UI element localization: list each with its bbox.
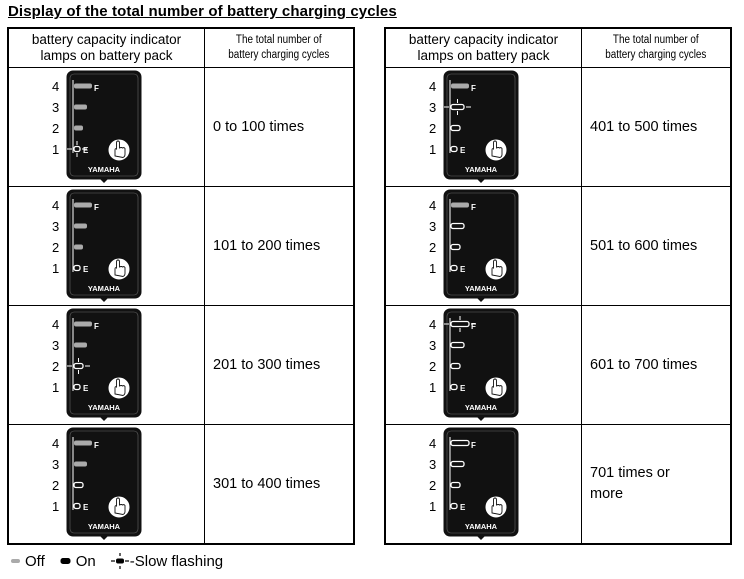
indicator-button-icon	[485, 496, 507, 518]
cycles-value: 701 times or more	[590, 465, 670, 502]
level-number-2: 2	[51, 359, 59, 374]
header-lamps-line2: lamps on battery pack	[40, 48, 173, 63]
panel-tab	[100, 298, 108, 302]
brand-label: YAMAHA	[464, 403, 497, 412]
cycles-cell	[582, 68, 732, 187]
level-number-2: 2	[51, 240, 59, 255]
lamp-level-4-off	[451, 203, 469, 208]
lamp-level-3-on	[451, 224, 464, 229]
level-number-3: 3	[428, 100, 436, 115]
panel-tab	[477, 298, 485, 302]
brand-label: YAMAHA	[87, 522, 120, 531]
level-number-2: 2	[428, 359, 436, 374]
lamp-level-3-on	[451, 462, 464, 467]
panel-tab	[477, 179, 485, 183]
level-number-4: 4	[51, 436, 59, 451]
header-lamps-line2: lamps on battery pack	[417, 48, 550, 63]
brand-label: YAMAHA	[87, 284, 120, 293]
table-row	[385, 306, 731, 425]
empty-label: E	[82, 503, 88, 512]
lamp-level-2-on	[451, 126, 460, 131]
brand-label: YAMAHA	[464, 284, 497, 293]
brand-label: YAMAHA	[464, 165, 497, 174]
lamp-off-icon	[10, 556, 22, 566]
header-cycles-line2: battery charging cycles	[228, 49, 330, 61]
level-number-2: 2	[51, 121, 59, 136]
level-number-3: 3	[51, 457, 59, 472]
indicator-button-icon	[108, 496, 130, 518]
header-cycles-line1: The total number of	[236, 34, 322, 46]
indicator-button-icon	[485, 377, 507, 399]
battery-indicator-panel	[429, 427, 539, 541]
header-lamps-line1: battery capacity indicator	[31, 32, 182, 47]
level-number-3: 3	[51, 219, 59, 234]
lamp-level-3-off	[74, 462, 87, 467]
lamp-level-2-on	[74, 483, 83, 488]
lamp-level-1-on	[451, 385, 457, 390]
indicator-button-icon	[108, 377, 130, 399]
level-number-1: 1	[428, 380, 436, 395]
table-header	[8, 28, 354, 68]
brand-label: YAMAHA	[87, 165, 120, 174]
level-number-1: 1	[51, 142, 59, 157]
level-number-2: 2	[428, 478, 436, 493]
panel-tab	[477, 417, 485, 421]
battery-indicator-panel	[429, 70, 539, 184]
header-lamps-line1: battery capacity indicator	[408, 32, 559, 47]
indicator-button-icon	[108, 258, 130, 280]
table-header	[385, 28, 731, 68]
cycles-table-right	[384, 27, 732, 545]
lamp-level-1-on	[74, 385, 80, 390]
full-label: F	[93, 441, 99, 450]
full-label: F	[93, 322, 99, 331]
legend-on-label: On	[75, 552, 96, 570]
lamp-cell	[385, 425, 582, 545]
legend-off-label: Off	[25, 552, 45, 570]
empty-label: E	[459, 146, 465, 155]
table-row	[385, 425, 731, 545]
header-cycles	[205, 28, 355, 68]
lamp-level-2-off	[74, 245, 83, 250]
lamp-level-1-on	[451, 147, 457, 152]
lamp-level-3-off	[74, 343, 87, 348]
legend	[10, 552, 237, 570]
legend-off	[10, 553, 45, 570]
level-number-1: 1	[51, 261, 59, 276]
level-number-4: 4	[51, 79, 59, 94]
cycles-value: 601 to 700 times	[590, 356, 698, 373]
header-lamps	[8, 28, 205, 68]
battery-indicator-panel	[52, 189, 162, 303]
empty-label: E	[82, 384, 88, 393]
level-number-4: 4	[51, 198, 59, 213]
cycles-cell	[582, 187, 732, 306]
table-row	[8, 425, 354, 545]
lamp-level-4-off	[74, 322, 92, 327]
cycles-cell	[205, 306, 355, 425]
full-label: F	[93, 203, 99, 212]
header-lamps	[385, 28, 582, 68]
level-number-4: 4	[428, 198, 436, 213]
empty-label: E	[459, 265, 465, 274]
level-number-1: 1	[51, 499, 59, 514]
table-row	[8, 68, 354, 187]
cycles-value: 201 to 300 times	[213, 356, 321, 373]
level-number-4: 4	[428, 436, 436, 451]
level-number-1: 1	[428, 261, 436, 276]
lamp-level-3-off	[74, 105, 87, 110]
header-cycles-line1: The total number of	[613, 34, 699, 46]
empty-label: E	[82, 146, 88, 155]
lamp-cell	[8, 306, 205, 425]
level-number-1: 1	[428, 142, 436, 157]
cycles-value: 501 to 600 times	[590, 237, 698, 254]
cycles-value: 301 to 400 times	[213, 475, 321, 492]
level-number-3: 3	[428, 457, 436, 472]
indicator-button-icon	[485, 258, 507, 280]
cycles-cell	[582, 306, 732, 425]
level-number-3: 3	[51, 338, 59, 353]
indicator-button-icon	[485, 139, 507, 161]
full-label: F	[93, 84, 99, 93]
lamp-level-2-off	[74, 126, 83, 131]
level-number-2: 2	[428, 240, 436, 255]
cycles-cell	[205, 68, 355, 187]
battery-indicator-panel	[429, 308, 539, 422]
lamp-level-4-off	[74, 84, 92, 89]
panel-tab	[100, 179, 108, 183]
battery-indicator-panel	[52, 70, 162, 184]
lamp-level-1-on	[451, 266, 457, 271]
header-cycles-line2: battery charging cycles	[605, 49, 707, 61]
lamp-level-3-on	[451, 343, 464, 348]
page-title: Display of the total number of battery charging cycles	[8, 3, 397, 20]
cycles-cell	[205, 187, 355, 306]
lamp-level-1-on	[74, 504, 80, 509]
lamp-level-3-off	[74, 224, 87, 229]
lamp-level-4-off	[451, 84, 469, 89]
level-number-4: 4	[428, 79, 436, 94]
empty-label: E	[459, 384, 465, 393]
lamp-cell	[8, 68, 205, 187]
level-number-2: 2	[428, 121, 436, 136]
lamp-level-2-on	[451, 364, 460, 369]
full-label: F	[470, 203, 476, 212]
cycles-cell	[205, 425, 355, 545]
battery-indicator-panel	[52, 308, 162, 422]
indicator-button-icon	[108, 139, 130, 161]
lamp-level-4-on	[451, 441, 469, 446]
empty-label: E	[459, 503, 465, 512]
cycles-value: 101 to 200 times	[213, 237, 321, 254]
lamp-level-2-on	[451, 245, 460, 250]
level-number-1: 1	[51, 380, 59, 395]
panel-tab	[100, 536, 108, 540]
level-number-2: 2	[51, 478, 59, 493]
full-label: F	[470, 84, 476, 93]
level-number-4: 4	[51, 317, 59, 332]
lamp-level-4-off	[74, 441, 92, 446]
panel-tab	[100, 417, 108, 421]
lamp-slow-flashing-icon	[110, 552, 130, 570]
level-number-3: 3	[428, 338, 436, 353]
cycles-table-left	[7, 27, 355, 545]
full-label: F	[470, 322, 476, 331]
level-number-1: 1	[428, 499, 436, 514]
lamp-level-4-off	[74, 203, 92, 208]
empty-label: E	[82, 265, 88, 274]
legend-slow-flashing	[110, 552, 223, 570]
lamp-level-1-on	[451, 504, 457, 509]
cycles-value: 401 to 500 times	[590, 118, 698, 135]
cycles-cell	[582, 425, 732, 545]
lamp-cell	[385, 306, 582, 425]
lamp-cell	[385, 68, 582, 187]
battery-indicator-panel	[429, 189, 539, 303]
level-number-3: 3	[428, 219, 436, 234]
table-row	[385, 68, 731, 187]
table-row	[385, 187, 731, 306]
lamp-cell	[385, 187, 582, 306]
lamp-cell	[8, 425, 205, 545]
full-label: F	[470, 441, 476, 450]
lamp-cell	[8, 187, 205, 306]
lamp-level-2-on	[451, 483, 460, 488]
battery-indicator-panel	[52, 427, 162, 541]
table-row	[8, 187, 354, 306]
lamp-on-icon	[59, 556, 73, 566]
panel-tab	[477, 536, 485, 540]
table-row	[8, 306, 354, 425]
legend-on	[59, 553, 96, 570]
level-number-3: 3	[51, 100, 59, 115]
level-number-4: 4	[428, 317, 436, 332]
legend-slow-label: -Slow flashing	[129, 552, 224, 570]
brand-label: YAMAHA	[87, 403, 120, 412]
header-cycles	[582, 28, 732, 68]
lamp-level-1-on	[74, 266, 80, 271]
brand-label: YAMAHA	[464, 522, 497, 531]
cycles-value: 0 to 100 times	[213, 118, 305, 135]
